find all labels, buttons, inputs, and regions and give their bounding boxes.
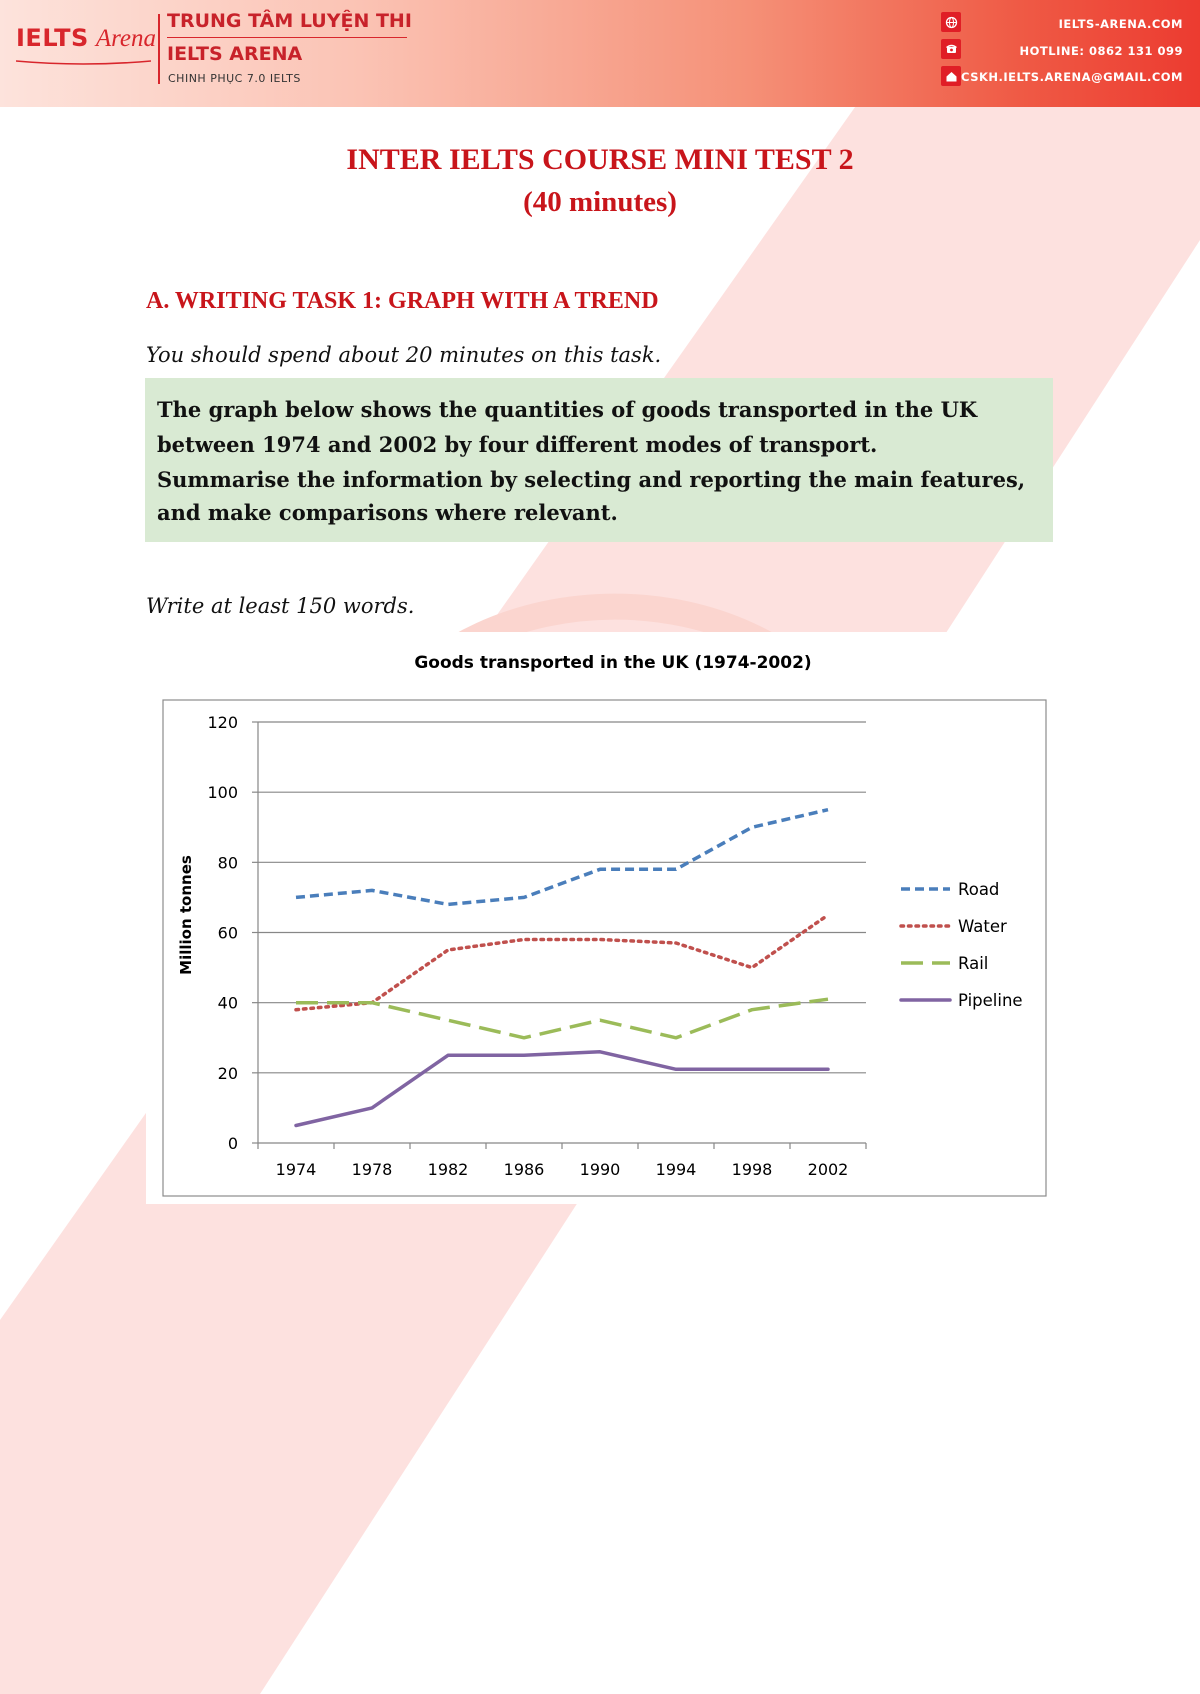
page-title: INTER IELTS COURSE MINI TEST 2 xyxy=(346,143,854,176)
data-point-rail xyxy=(750,1008,754,1012)
data-point-water xyxy=(294,1008,298,1012)
data-point-road xyxy=(750,825,754,829)
data-point-water xyxy=(598,938,602,942)
x-tick-label: 1998 xyxy=(731,1160,773,1179)
y-tick-label: 60 xyxy=(217,923,238,943)
legend-label-road: Road xyxy=(958,880,1000,899)
data-point-road xyxy=(598,868,602,872)
data-point-rail xyxy=(446,1018,450,1022)
data-point-pipeline xyxy=(294,1124,298,1128)
instruction-words: Write at least 150 words. xyxy=(146,594,415,618)
data-point-pipeline xyxy=(826,1068,830,1072)
data-point-road xyxy=(294,896,298,900)
y-axis-label: Million tonnes xyxy=(177,855,195,975)
section-heading: A. WRITING TASK 1: GRAPH WITH A TREND xyxy=(146,288,659,314)
data-point-water xyxy=(750,966,754,970)
brand-line-2: IELTS ARENA xyxy=(167,43,303,65)
data-point-rail xyxy=(826,997,830,1001)
page-subtitle: (40 minutes) xyxy=(523,186,677,218)
data-point-rail xyxy=(522,1036,526,1040)
logo-arena-text: Arena xyxy=(95,25,156,52)
data-point-road xyxy=(370,889,374,893)
line-chart xyxy=(146,632,1058,1204)
data-point-pipeline xyxy=(674,1068,678,1072)
data-point-pipeline xyxy=(522,1053,526,1057)
data-point-pipeline xyxy=(446,1053,450,1057)
x-tick-label: 2002 xyxy=(807,1160,849,1179)
chart-frame xyxy=(163,700,1046,1196)
chart-svg xyxy=(146,632,1058,1204)
contact-email-text: CSKH.IELTS.ARENA@GMAIL.COM xyxy=(961,70,1183,84)
y-tick-label: 40 xyxy=(217,993,238,1013)
data-point-road xyxy=(446,903,450,907)
legend-label-pipeline: Pipeline xyxy=(958,991,1023,1010)
chart-title: Goods transported in the UK (1974-2002) xyxy=(414,653,812,673)
x-tick-label: 1982 xyxy=(427,1160,469,1179)
x-tick-label: 1990 xyxy=(579,1160,621,1179)
contact-hotline-text: HOTLINE: 0862 131 099 xyxy=(1019,44,1183,58)
legend-label-water: Water xyxy=(958,917,1007,936)
y-tick-label: 20 xyxy=(217,1063,238,1083)
task-prompt-2: Summarise the information by selecting and reporting the main features, and make comparisons where relevant. xyxy=(157,467,1026,525)
data-point-road xyxy=(674,868,678,872)
y-tick-label: 100 xyxy=(207,783,238,803)
data-point-water xyxy=(446,948,450,952)
data-point-rail xyxy=(674,1036,678,1040)
data-point-pipeline xyxy=(750,1068,754,1072)
data-point-road xyxy=(522,896,526,900)
data-point-water xyxy=(522,938,526,942)
data-point-rail xyxy=(370,1001,374,1005)
y-tick-label: 120 xyxy=(207,713,238,732)
x-tick-label: 1974 xyxy=(275,1160,317,1179)
logo-ielts-text: IELTS xyxy=(16,24,89,52)
data-point-rail xyxy=(294,1001,298,1005)
brand-line-1: TRUNG TÂM LUYỆN THI xyxy=(167,10,412,32)
x-tick-label: 1978 xyxy=(351,1160,393,1179)
x-tick-label: 1994 xyxy=(655,1160,697,1179)
data-point-water xyxy=(674,941,678,945)
legend-label-rail: Rail xyxy=(958,954,989,973)
task-prompt-box xyxy=(145,378,1053,542)
task-prompt-1: The graph below shows the quantities of goods transported in the UK between 1974 and 2002 by four different modes of transport. xyxy=(157,397,978,457)
x-tick-label: 1986 xyxy=(503,1160,545,1179)
data-point-water xyxy=(826,913,830,917)
contact-website-text: IELTS-ARENA.COM xyxy=(1058,17,1183,31)
data-point-rail xyxy=(598,1018,602,1022)
instruction-time: You should spend about 20 minutes on this task. xyxy=(146,343,662,367)
y-tick-label: 0 xyxy=(227,1134,238,1153)
data-point-road xyxy=(826,808,830,812)
data-point-pipeline xyxy=(598,1050,602,1054)
data-point-pipeline xyxy=(370,1106,374,1110)
brand-line-3: CHINH PHỤC 7.0 IELTS xyxy=(168,72,301,85)
y-tick-label: 80 xyxy=(217,853,238,873)
